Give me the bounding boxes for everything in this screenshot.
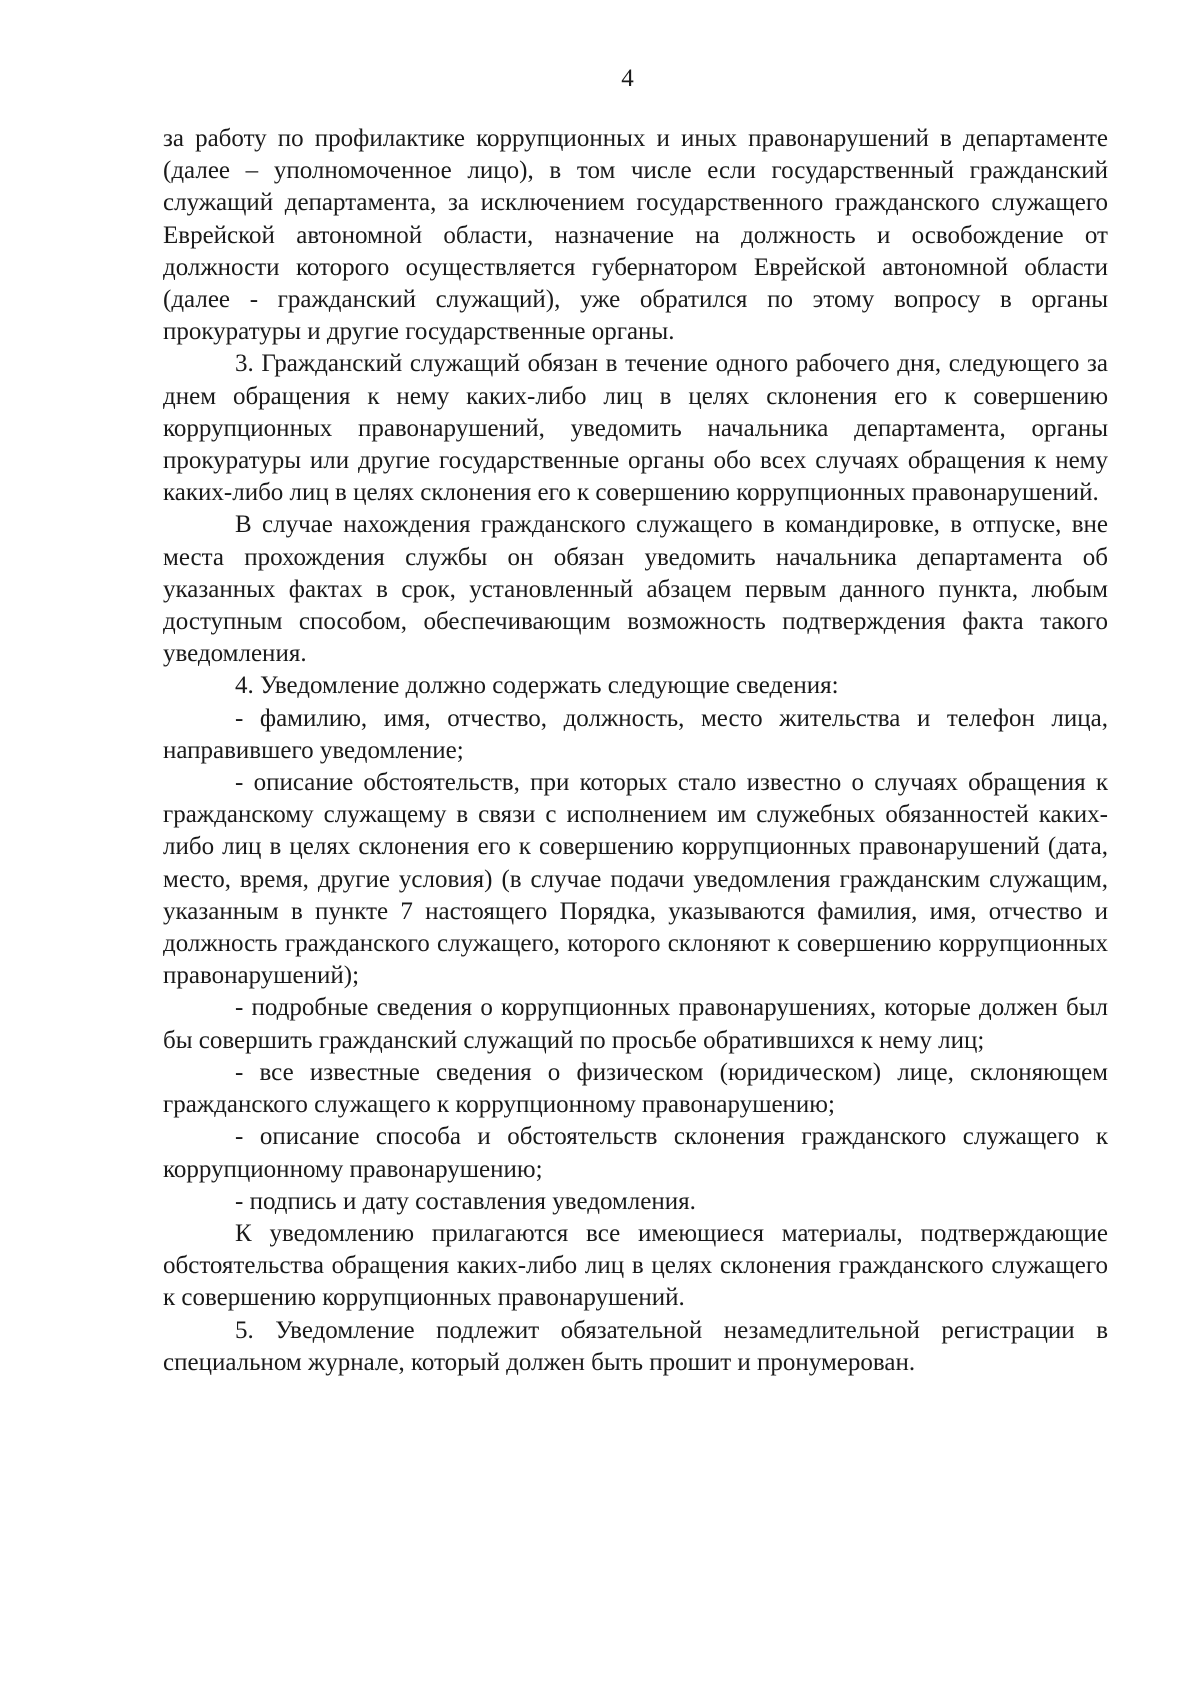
paragraph-item-5: 5. Уведомление подлежит обязательной незамедлительной регистрации в специальном журнале, который должен быть прошит и пронумерован. xyxy=(163,1316,1108,1376)
document-body xyxy=(163,123,1108,1379)
paragraph-item-4: 4. Уведомление должно содержать следующие сведения: xyxy=(235,672,839,700)
list-item-signature: - подпись и дату составления уведомления. xyxy=(235,1187,696,1215)
paragraph-continuation: за работу по профилактике коррупционных и иных правонарушений в департаменте (далее – уполномоченное лицо), в том числе если государственный гражданский служащий департамента, за исключением государственного гражданского служащего Еврейской автономной области, назначение на должность и освобождение от должности которого осуществляется губернатором Еврейской автономной области (далее - гражданский служащий), уже обратился по этому вопросу в органы прокуратуры и другие государственные органы. xyxy=(163,125,1108,346)
list-item-method: - описание способа и обстоятельств склонения гражданского служащего к коррупционному правонарушению; xyxy=(163,1123,1108,1183)
paragraph-item-3: 3. Гражданский служащий обязан в течение одного рабочего дня, следующего за днем обращения к нему каких-либо лиц в целях склонения его к совершению коррупционных правонарушений, уведомить начальника департамента, органы прокуратуры или другие государственные органы обо всех случаях обращения к нему каких-либо лиц в целях склонения его к совершению коррупционных правонарушений. xyxy=(163,350,1108,507)
paragraph-attachments: К уведомлению прилагаются все имеющиеся материалы, подтверждающие обстоятельства обращения каких-либо лиц в целях склонения гражданского служащего к совершению коррупционных правонарушений. xyxy=(163,1219,1108,1312)
list-item-full-name: - фамилию, имя, отчество, должность, место жительства и телефон лица, направившего уведомление; xyxy=(163,704,1108,764)
list-item-circumstances: - описание обстоятельств, при которых стало известно о случаях обращения к гражданскому служащему в связи с исполнением им служебных обязанностей каких-либо лиц в целях склонения его к совершению коррупционных правонарушений (дата, место, время, другие условия) (в случае подачи уведомления гражданским служащим, указанным в пункте 7 настоящего Порядка, указываются фамилия, имя, отчество и должность гражданского служащего, которого склоняют к совершению коррупционных правонарушений); xyxy=(163,769,1108,990)
list-item-known-info: - все известные сведения о физическом (юридическом) лице, склоняющем гражданского служащего к коррупционному правонарушению; xyxy=(163,1058,1108,1119)
page-number: 4 xyxy=(621,65,634,92)
list-item-details: - подробные сведения о коррупционных правонарушениях, которые должен был бы совершить гражданский служащий по просьбе обратившихся к нему лиц; xyxy=(163,994,1108,1054)
paragraph-business-trip: В случае нахождения гражданского служащего в командировке, в отпуске, вне места прохождения службы он обязан уведомить начальника департамента об указанных фактах в срок, установленный абзацем первым данного пункта, любым доступным способом, обеспечивающим возможность подтверждения факта такого уведомления. xyxy=(163,511,1108,668)
